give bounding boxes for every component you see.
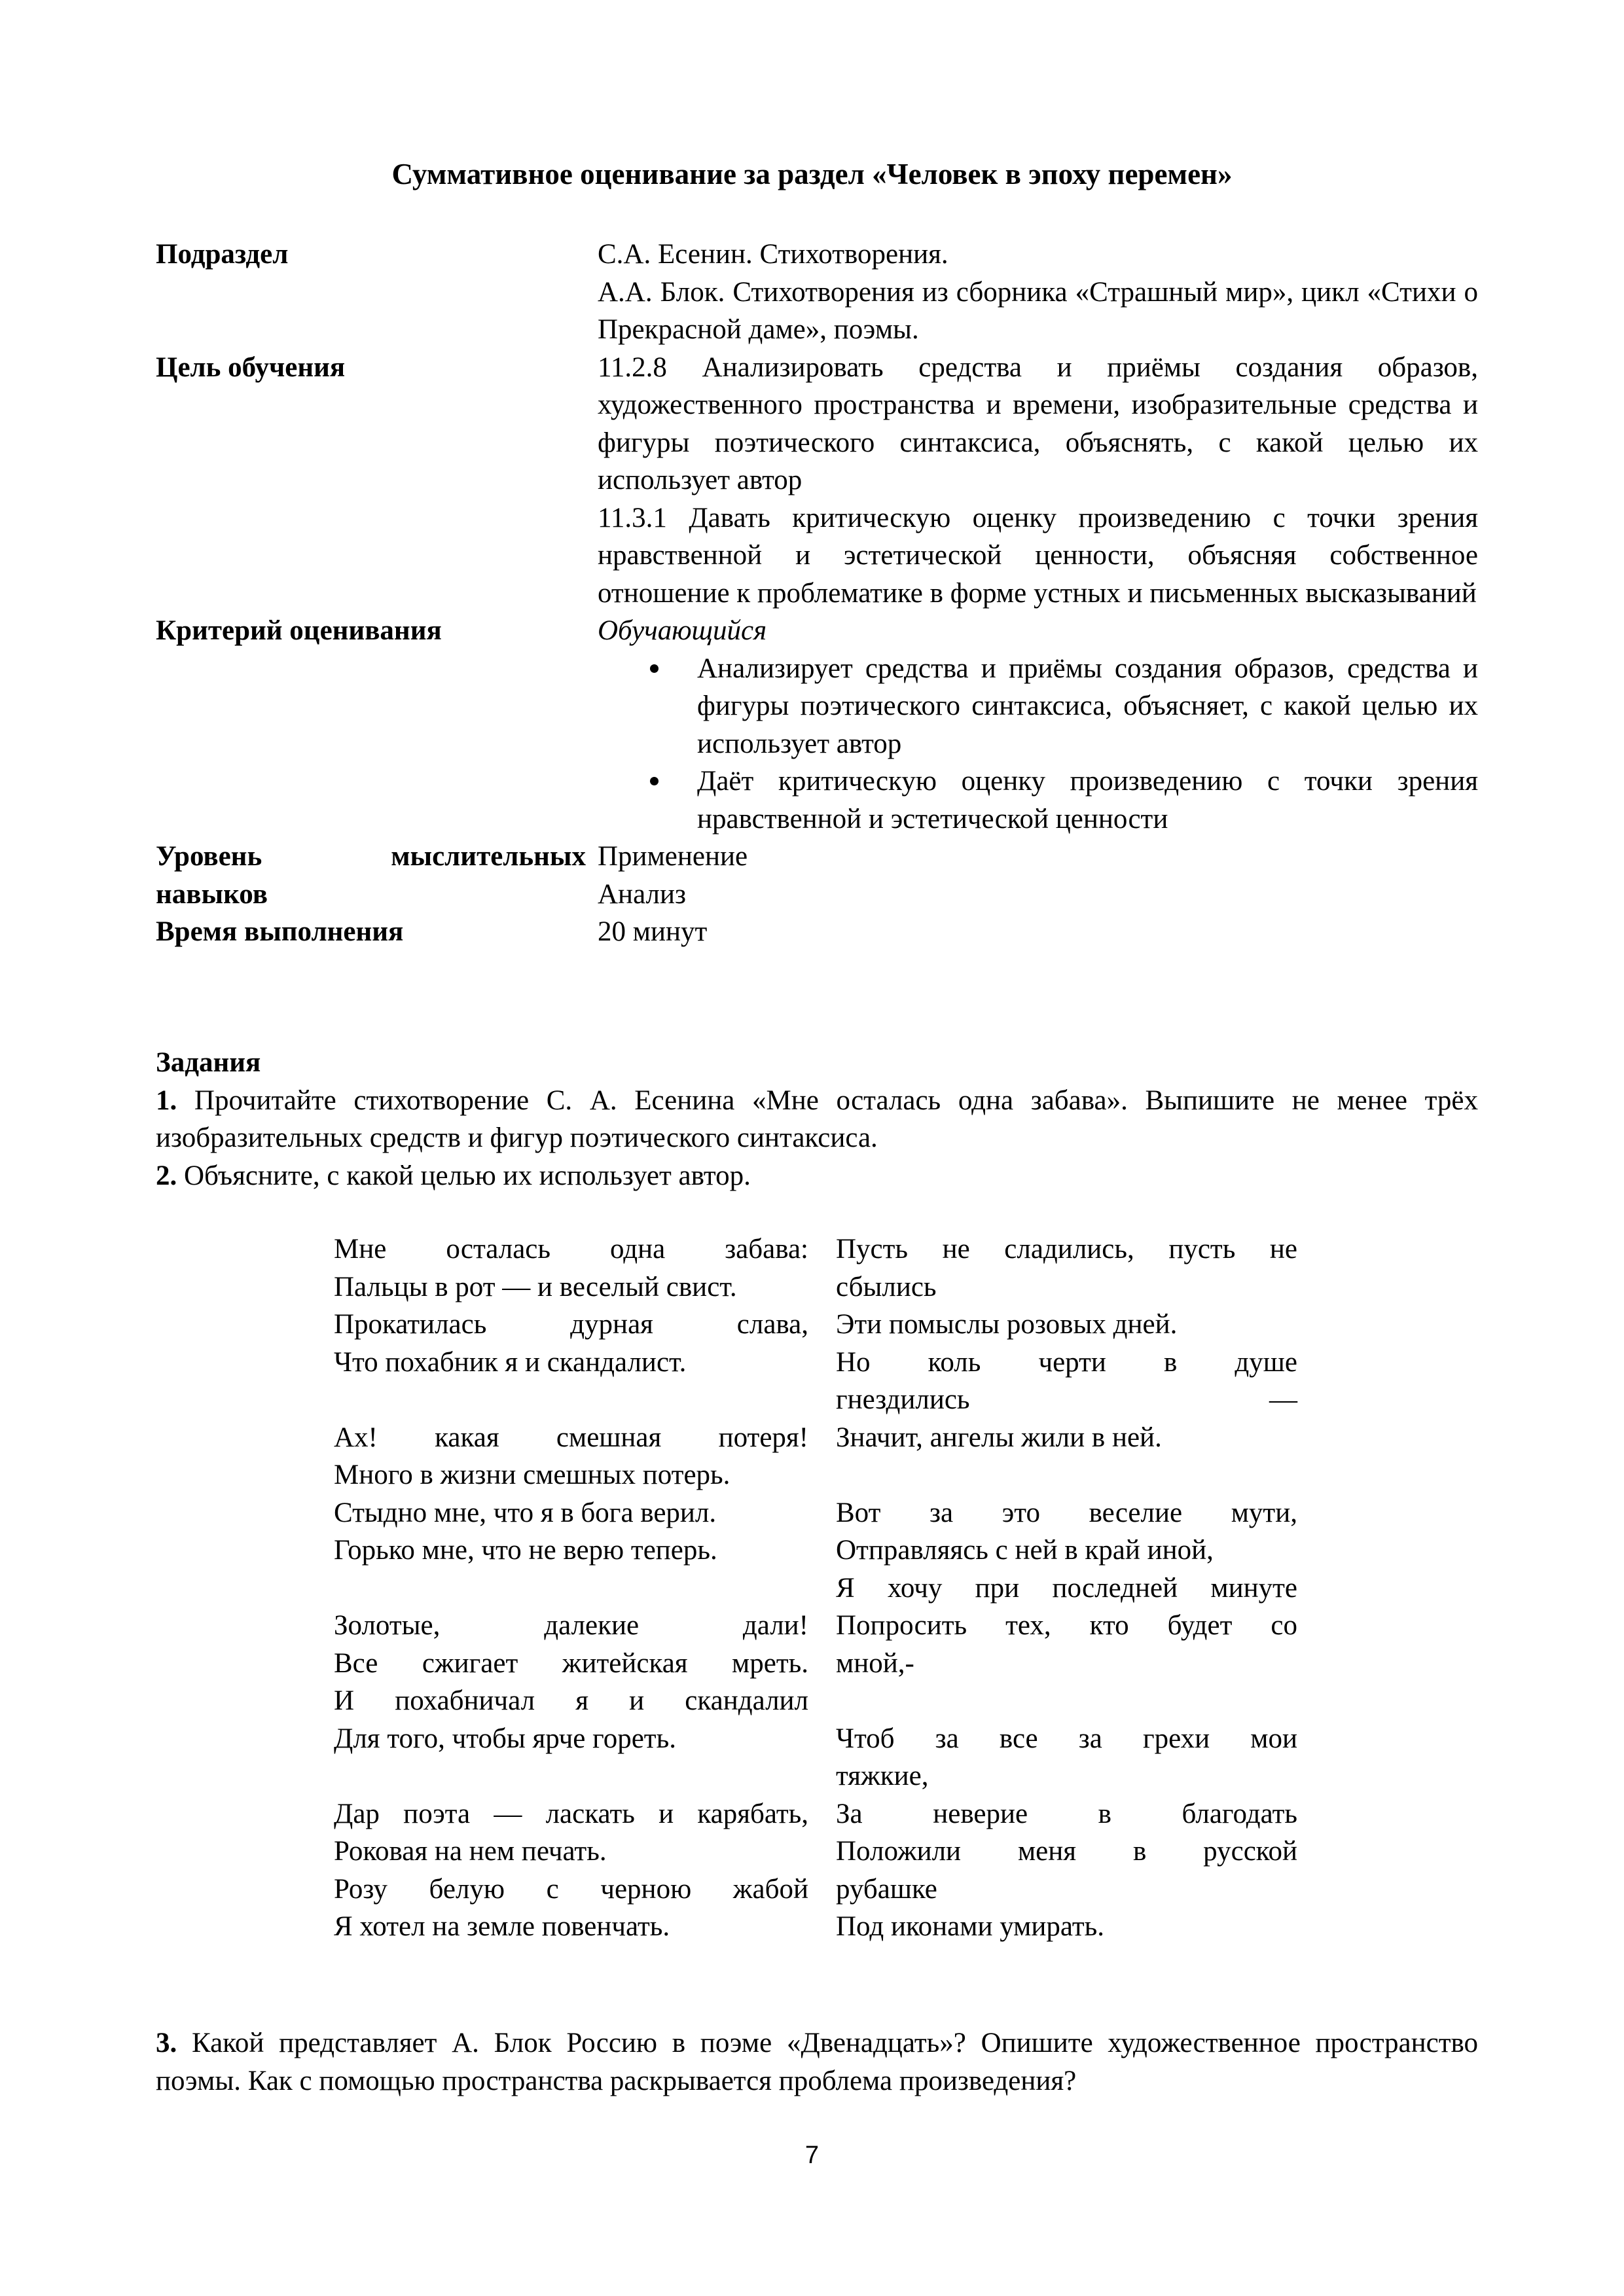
- info-row-goal: [156, 349, 1478, 613]
- stanza-gap: [836, 1682, 1297, 1720]
- criteria-label: Критерий оценивания: [156, 615, 442, 646]
- subsection-value: [598, 236, 1478, 349]
- info-row-time: [156, 913, 1478, 951]
- criteria-bullet: [598, 650, 1478, 763]
- info-row-subsection: [156, 236, 1478, 349]
- poem-line: Но коль черти в душе: [836, 1346, 1297, 1378]
- skills-label-part: Уровень: [156, 841, 262, 872]
- poem-line: Горько мне, что не верю теперь.: [334, 1535, 717, 1566]
- stanza-gap: [334, 1570, 808, 1607]
- bullet-icon: [650, 664, 659, 673]
- page-number: 7: [804, 2142, 820, 2169]
- stanza-gap: [334, 1381, 808, 1419]
- poem-line: Положили меня в русской: [836, 1836, 1297, 1867]
- poem-line: Ах! какая смешная потеря!: [334, 1422, 808, 1453]
- goal-value: [598, 349, 1478, 613]
- skills-label-part: навыков: [156, 878, 268, 910]
- criteria-bullet: [598, 762, 1478, 838]
- poem-line: Много в жизни смешных потерь.: [334, 1460, 731, 1490]
- task-1: [156, 1082, 1478, 1157]
- tasks-section: [156, 1044, 1478, 1194]
- bullet-icon: [650, 777, 659, 785]
- task-2: [156, 1157, 1478, 1195]
- poem-line: Я хочу при последней минуте: [836, 1572, 1297, 1604]
- criteria-value: [598, 612, 1478, 838]
- tasks-heading: Задания: [156, 1047, 261, 1078]
- poem-line: Пусть не сладились, пусть не: [836, 1234, 1297, 1265]
- subsection-line: С.А. Есенин. Стихотворения.: [598, 239, 948, 270]
- poem-line: гнездились —: [836, 1384, 1297, 1415]
- subsection-line: А.А. Блок. Стихотворения из сборника «Страшный мир», цикл «Стихи о Прекрасной даме», поэмы.: [598, 276, 1478, 345]
- task-number: 2.: [156, 1160, 177, 1191]
- goal-item: 11.3.1 Давать критическую оценку произведению с точки зрения нравственной и эстетической ценности, объясняя собственное отношение к проблематике в форме устных и письменных высказываний: [598, 502, 1478, 609]
- task-3: [156, 2024, 1478, 2100]
- skills-label-part: мыслительных: [391, 841, 586, 872]
- goal-label: Цель обучения: [156, 351, 346, 383]
- poem-line: Отправляясь с ней в край иной,: [836, 1535, 1214, 1566]
- poem-line: Розу белую с черною жабой: [334, 1873, 808, 1905]
- time-label: Время выполнения: [156, 916, 404, 947]
- poem-line: рубашке: [836, 1873, 937, 1905]
- poem-line: Все сжигает житейская мреть.: [334, 1647, 808, 1679]
- task-text: Объясните, с какой целью их использует автор.: [177, 1160, 751, 1191]
- poem-line: Для того, чтобы ярче гореть.: [334, 1723, 676, 1754]
- poem-line: Что похабник я и скандалист.: [334, 1346, 687, 1378]
- task-text: Прочитайте стихотворение С. А. Есенина «Мне осталась одна забава». Выпишите не менее трёх изобразительных средств и фигур поэтического синтаксиса.: [156, 1085, 1478, 1153]
- poem-line: Стыдно мне, что я в бога верил.: [334, 1497, 717, 1528]
- task-number: 3.: [156, 2028, 177, 2058]
- poem-line: Пальцы в рот — и веселый свист.: [334, 1271, 737, 1302]
- criteria-intro: Обучающийся: [598, 615, 767, 646]
- poem-line: Прокатилась дурная слава,: [334, 1309, 808, 1340]
- skills-level: Анализ: [598, 878, 686, 910]
- poem-line: Роковая на нем печать.: [334, 1836, 607, 1867]
- info-table: [156, 236, 1478, 951]
- poem-line: Эти помыслы розовых дней.: [836, 1309, 1178, 1340]
- stanza-gap: [836, 1456, 1297, 1494]
- poem-line: За неверие в благодать: [836, 1798, 1297, 1829]
- info-row-skills: [156, 838, 1478, 913]
- task-number: 1.: [156, 1085, 177, 1116]
- skills-label: [156, 838, 598, 913]
- subsection-label: Подраздел: [156, 239, 289, 270]
- poem-right-column: [836, 1230, 1297, 1946]
- poem-line: Золотые, далекие дали!: [334, 1610, 808, 1641]
- task-text: Какой представляет А. Блок Россию в поэме «Двенадцать»? Опишите художественное пространство поэмы. Как с помощью пространства раскрывается проблема произведения?: [156, 2028, 1478, 2096]
- poem-left-column: [334, 1230, 808, 1946]
- stanza-gap: [334, 1757, 808, 1795]
- poem-line: Мне осталась одна забава:: [334, 1234, 808, 1265]
- page-title: Суммативное оценивание за раздел «Человек в эпоху перемен»: [391, 158, 1233, 190]
- info-row-criteria: [156, 612, 1478, 838]
- poem-line: Под иконами умирать.: [836, 1911, 1105, 1942]
- poem-line: Попросить тех, кто будет со: [836, 1610, 1297, 1641]
- poem-line: И похабничал я и скандалил: [334, 1685, 808, 1716]
- skills-level: Применение: [598, 841, 748, 872]
- criteria-bullet-list: [598, 650, 1478, 838]
- time-value: 20 минут: [598, 916, 708, 947]
- poem-line: Дар поэта — ласкать и карябать,: [334, 1798, 808, 1829]
- poem-line: Значит, ангелы жили в ней.: [836, 1422, 1162, 1453]
- poem-line: мной,-: [836, 1647, 914, 1679]
- poem-line: Вот за это веселие мути,: [836, 1497, 1297, 1528]
- criteria-bullet-text: Анализирует средства и приёмы создания образов, средства и фигуры поэтического синтаксиса, объясняет, с какой целью их использует автор: [697, 653, 1478, 759]
- poem-line: тяжкие,: [836, 1761, 929, 1791]
- skills-value: [598, 838, 1478, 913]
- criteria-bullet-text: Даёт критическую оценку произведению с точки зрения нравственной и эстетической ценности: [697, 766, 1478, 834]
- poem-line: Чтоб за все за грехи мои: [836, 1723, 1297, 1754]
- goal-item: 11.2.8 Анализировать средства и приёмы создания образов, художественного пространства и времени, изобразительные средства и фигуры поэтического синтаксиса, объяснять, с какой целью их использует автор: [598, 351, 1478, 495]
- poem-line: сбылись: [836, 1271, 937, 1302]
- poem-line: Я хотел на земле повенчать.: [334, 1911, 670, 1942]
